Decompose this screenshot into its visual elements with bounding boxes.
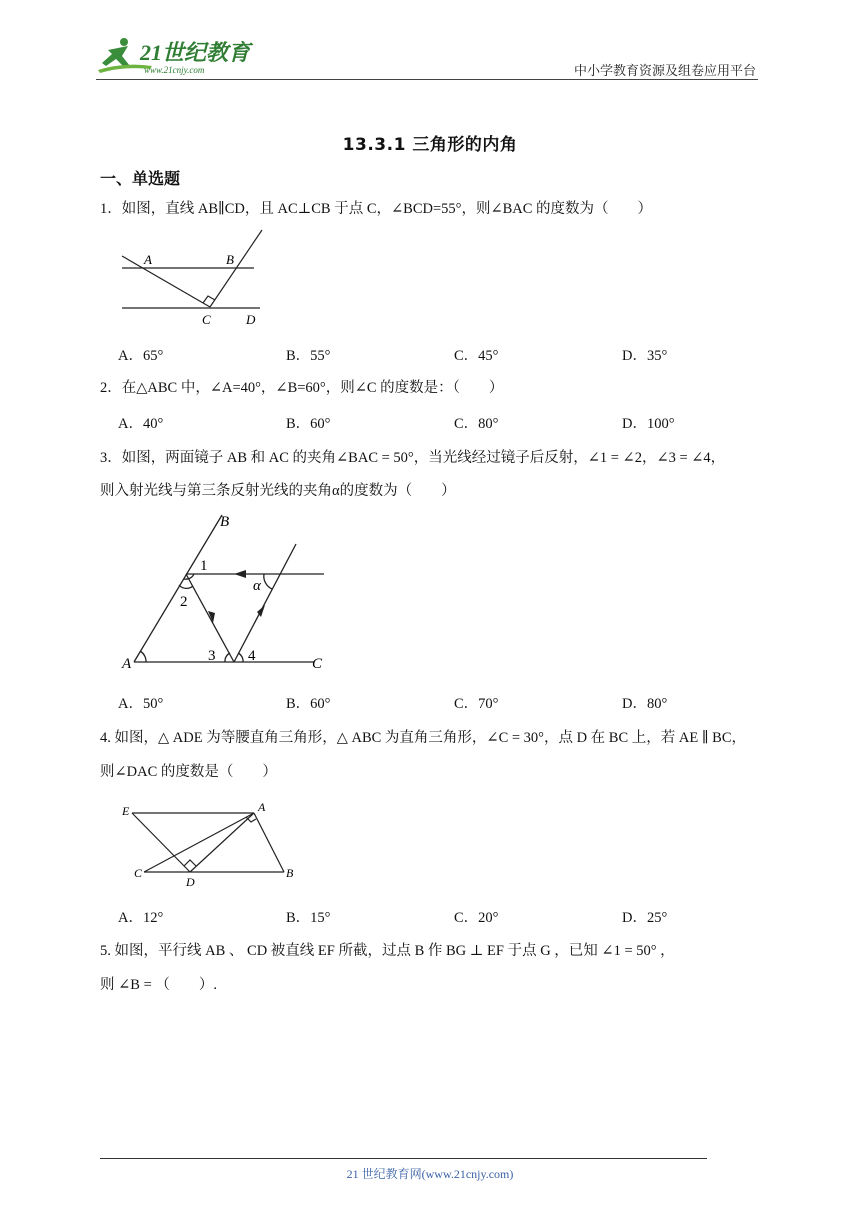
- svg-text:E: E: [122, 804, 130, 818]
- question-4-figure: [114, 795, 314, 895]
- site-label: 中小学教育资源及组卷应用平台: [573, 63, 756, 78]
- question-1-stem: 1．如图，直线 AB∥CD，且 AC⊥CB 于点 C，∠BCD=55°，则∠BAC 的度数为（ ）: [100, 201, 653, 217]
- svg-text:A: A: [144, 252, 152, 267]
- question-3-stem-line1: 3．如图，两面镜子 AB 和 AC 的夹角∠BAC = 50°，当光线经过镜子后反射，∠1 = ∠2，∠3 = ∠4，: [100, 450, 726, 466]
- question-2-stem: 2．在△ABC 中，∠A=40°，∠B=60°，则∠C 的度数是：（ ）: [100, 380, 504, 396]
- question-1-option-c[interactable]: C．45°: [454, 348, 499, 364]
- question-4-option-a[interactable]: A．12°: [118, 910, 164, 926]
- svg-text:A: A: [122, 656, 132, 672]
- question-3-option-a[interactable]: A．50°: [118, 696, 164, 712]
- svg-text:B: B: [286, 866, 294, 880]
- svg-text:C: C: [202, 312, 211, 327]
- svg-text:1: 1: [200, 558, 208, 574]
- question-2-option-a[interactable]: A．40°: [118, 416, 164, 432]
- question-1-figure: [112, 228, 272, 333]
- svg-text:C: C: [312, 656, 323, 672]
- question-1-option-b[interactable]: B．55°: [286, 348, 331, 364]
- question-4-option-d[interactable]: D．25°: [622, 910, 668, 926]
- footer-link[interactable]: 21 世纪教育网(www.21cnjy.com): [346, 1167, 514, 1181]
- page-title: 13.3.1 三角形的内角: [342, 135, 518, 155]
- question-3-option-b[interactable]: B．60°: [286, 696, 331, 712]
- svg-text:www.21cnjy.com: www.21cnjy.com: [144, 65, 205, 75]
- question-3-figure: [114, 510, 344, 680]
- site-logo: [94, 36, 264, 78]
- svg-text:C: C: [134, 866, 143, 880]
- svg-text:A: A: [258, 800, 266, 814]
- question-3-stem-line2: 则入射光线与第三条反射光线的夹角α的度数为（ ）: [100, 483, 456, 499]
- svg-text:α: α: [253, 578, 261, 594]
- section-heading: 一、单选题: [100, 169, 181, 188]
- svg-text:D: D: [186, 875, 195, 889]
- question-1-option-a[interactable]: A．65°: [118, 348, 164, 364]
- svg-text:21世纪教育: 21世纪教育: [140, 40, 251, 65]
- question-5-stem-line1: 5. 如图，平行线 AB 、 CD 被直线 EF 所截，过点 B 作 BG ⊥ EF 于点 G ，已知 ∠1 = 50° ，: [100, 943, 675, 959]
- question-4-option-b[interactable]: B．15°: [286, 910, 331, 926]
- question-2-option-c[interactable]: C．80°: [454, 416, 499, 432]
- question-3-option-d[interactable]: D．80°: [622, 696, 668, 712]
- svg-text:2: 2: [180, 594, 188, 610]
- question-4-option-c[interactable]: C．20°: [454, 910, 499, 926]
- question-4-stem-line2: 则∠DAC 的度数是（ ）: [100, 764, 277, 780]
- svg-text:3: 3: [208, 648, 216, 664]
- question-3-option-c[interactable]: C．70°: [454, 696, 499, 712]
- question-4-stem-line1: 4. 如图，△ ADE 为等腰直角三角形，△ ABC 为直角三角形，∠C = 30°，点 D 在 BC 上，若 AE ∥ BC，: [100, 730, 747, 746]
- header-divider: [96, 79, 758, 80]
- svg-text:B: B: [220, 514, 230, 530]
- question-2-option-b[interactable]: B．60°: [286, 416, 331, 432]
- question-2-option-d[interactable]: D．100°: [622, 416, 675, 432]
- svg-text:B: B: [226, 252, 234, 267]
- svg-text:D: D: [246, 312, 256, 327]
- question-5-stem-line2: 则 ∠B = （ ）.: [100, 977, 217, 993]
- footer-divider: [100, 1158, 707, 1159]
- question-1-option-d[interactable]: D．35°: [622, 348, 668, 364]
- svg-text:4: 4: [248, 648, 256, 664]
